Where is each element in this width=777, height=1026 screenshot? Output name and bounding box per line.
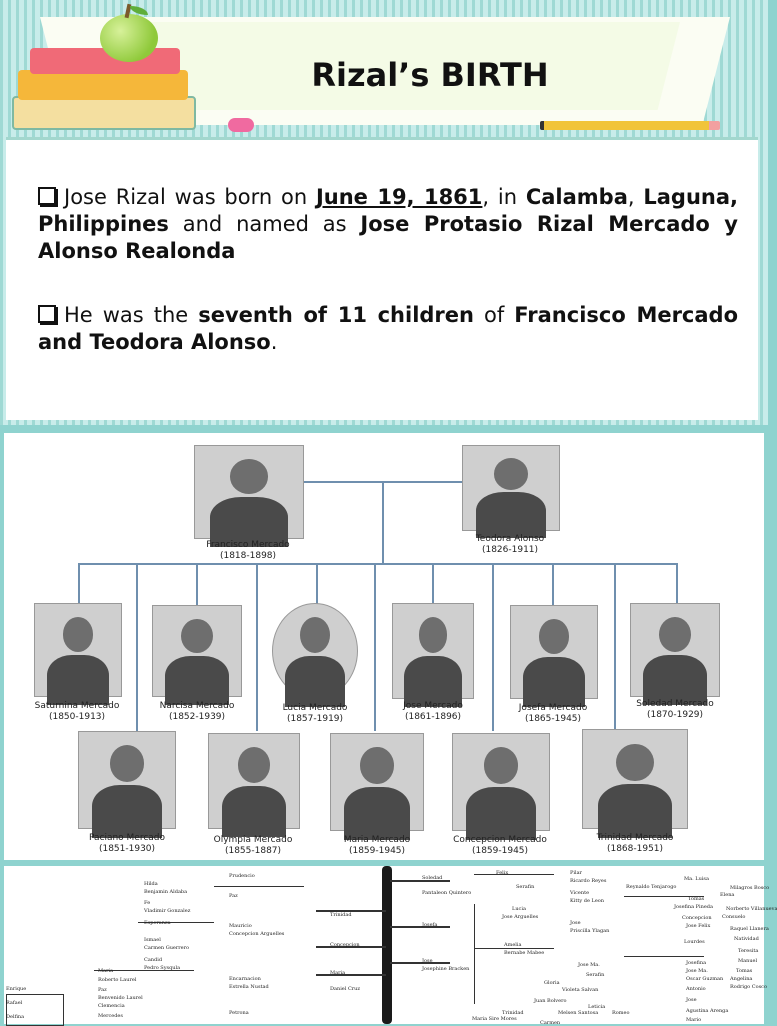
tree-node: Antonio (686, 986, 706, 992)
tree-node: Jose (686, 997, 697, 1003)
tree-node: Melsen Santosa (558, 1010, 599, 1016)
checkbox-bullet-icon (38, 187, 56, 205)
tree-node: Paz (229, 893, 238, 899)
tree-node: Mercedes (98, 1013, 123, 1019)
child-photo (582, 729, 688, 829)
bullet-text: and named as (168, 212, 361, 236)
tree-node: Josefa (422, 922, 438, 928)
tree-node: Rodrigo Cosco (730, 984, 767, 990)
tree-node: Lucia (512, 906, 526, 912)
child-caption (432, 835, 568, 857)
tree-branch-line (6, 994, 64, 1026)
tree-node: Pilar (570, 870, 582, 876)
child-years: (1870-1929) (646, 710, 704, 720)
tree-node: Tomas (736, 968, 753, 974)
tree-node: Jose Ma. (686, 968, 708, 974)
parent-photo-francisco (194, 445, 304, 539)
connector-line (676, 563, 678, 607)
tree-node: Mario (686, 1017, 702, 1023)
tree-node: Hilda (144, 881, 158, 887)
tree-node: Vicente (570, 890, 590, 896)
tree-node: Jose (422, 958, 433, 964)
child-photo (330, 733, 424, 831)
tree-node: Clemencia (98, 1003, 125, 1009)
child-years: (1861-1896) (404, 712, 462, 722)
tree-node: Leticia (588, 1004, 606, 1010)
tree-node: Daniel Cruz (330, 986, 361, 992)
child-caption (134, 701, 260, 723)
child-photo (152, 605, 242, 697)
tree-node: Josephine Bracken (422, 966, 470, 972)
birth-town: Calamba (525, 185, 628, 209)
tree-node: Raquel Llanera (730, 926, 769, 932)
apple-icon (100, 14, 158, 62)
child-photo (510, 605, 598, 699)
bullet-birth (38, 184, 738, 265)
parent-photo-teodora (462, 445, 560, 531)
child-caption (490, 703, 616, 725)
tree-node: Reynaldo Tenjarogo (626, 884, 677, 890)
slide-family-tree (4, 866, 777, 1026)
bullet-text: . (270, 330, 278, 354)
child-name: Josefa Mercado (518, 703, 588, 713)
pencil-icon (540, 121, 720, 130)
tree-node: Norberto Villanueva (726, 906, 777, 912)
slide-title: Rizal’s BIRTH (311, 56, 549, 94)
child-photo (272, 603, 358, 699)
tree-node: Esperanza (144, 920, 171, 926)
tree-node: Ma. Luisa (684, 876, 709, 882)
bullet-family (38, 302, 738, 356)
tree-branch-line (390, 962, 450, 964)
tree-node: Lourdes (684, 939, 705, 945)
parents-names: Francisco Mercado and Teodora Alonso (38, 303, 739, 354)
tree-node: Maria (330, 970, 346, 976)
bullet-text: He was the (64, 303, 199, 327)
connector-line (196, 563, 198, 607)
tree-node: Jose (570, 920, 581, 926)
child-photo (78, 731, 176, 829)
tree-node: Oscar Guzman (686, 976, 724, 982)
child-caption (572, 833, 698, 855)
child-years: (1855-1887) (224, 846, 282, 856)
bullet-text: , in (482, 185, 526, 209)
tree-node: Fe (144, 900, 151, 906)
tree-node: Enrique (6, 986, 27, 992)
tree-node: Romeo (612, 1010, 630, 1016)
tree-node: Trinidad (330, 912, 352, 918)
tree-node: Jose Ma. (578, 962, 600, 968)
tree-node: Estrella Nustad (229, 984, 269, 990)
child-caption (14, 701, 140, 723)
connector-line (304, 481, 464, 483)
parent-caption (436, 534, 584, 556)
child-years: (1850-1913) (48, 712, 106, 722)
child-photo (452, 733, 550, 831)
child-photo (392, 603, 474, 699)
parent-name: Francisco Mercado (206, 540, 290, 550)
child-years: (1868-1951) (606, 844, 664, 854)
tree-node: Angelina (730, 976, 753, 982)
connector-line (78, 563, 678, 565)
tree-node: Consuelo (722, 914, 746, 920)
tree-trunk (382, 866, 392, 1024)
child-name: Paciano Mercado (88, 833, 166, 843)
child-years: (1857-1919) (286, 714, 344, 724)
tree-node: Pantaleon Quintero (422, 890, 472, 896)
tree-node: Felix (496, 870, 509, 876)
tree-node: Concepcion Arguelles (229, 931, 285, 937)
tree-node: Pedro Sysqula (144, 965, 181, 971)
bullet-text: Jose Rizal was born on (64, 185, 316, 209)
child-name: Narcisa Mercado (159, 701, 235, 711)
tree-node: Encarnacion (229, 976, 261, 982)
tree-node: Serafin (586, 972, 605, 978)
full-name: Jose Protasio Rizal Mercado y Alonso Realonda (38, 212, 738, 263)
candy-icon (228, 118, 254, 132)
parent-years: (1818-1898) (219, 551, 277, 561)
child-caption (64, 833, 190, 855)
parent-years: (1826-1911) (481, 545, 539, 555)
child-years: (1865-1945) (524, 714, 582, 724)
book-icon-bottom (12, 96, 196, 130)
tree-node: Candid (144, 957, 163, 963)
tree-branch-line (316, 974, 386, 976)
tree-node: Rafael (6, 1000, 23, 1006)
tree-node: Carmen (540, 1020, 561, 1026)
child-caption (370, 701, 496, 723)
child-years: (1859-1945) (348, 846, 406, 856)
birth-province: Laguna, Philippines (38, 185, 739, 236)
tree-node: Carmen Guerrero (144, 945, 190, 951)
book-icon-middle (18, 70, 188, 100)
child-years: (1852-1939) (168, 712, 226, 722)
child-name: Lucia Mercado (282, 703, 348, 713)
tree-node: Paz (98, 987, 107, 993)
bullet-text: , (627, 185, 644, 209)
birth-date: June 19, 1861 (315, 185, 483, 209)
bullet-text: of (473, 303, 515, 327)
tree-branch-line (390, 926, 450, 928)
tree-node: Amelia (504, 942, 522, 948)
checkbox-bullet-icon (38, 305, 56, 323)
tree-branch-line (474, 948, 554, 949)
child-photo (630, 603, 720, 697)
tree-node: Ismael (144, 937, 161, 943)
child-name: Saturnina Mercado (34, 701, 120, 711)
tree-node: Manuel (738, 958, 758, 964)
tree-node: Soledad (422, 875, 443, 881)
tree-node: Maria Sire Mores (472, 1016, 517, 1022)
tree-node: Agustina Arenga (686, 1008, 729, 1014)
tree-node: Benjamin Aldaba (144, 889, 188, 895)
tree-node: Serafin (516, 884, 535, 890)
child-name: Trinidad Mercado (596, 833, 674, 843)
connector-line (382, 481, 384, 563)
child-name: Soledad Mercado (636, 699, 714, 709)
child-name: Olympia Mercado (213, 835, 293, 845)
child-photo (34, 603, 122, 697)
birth-rank: seventh of 11 children (198, 303, 474, 327)
child-photo (208, 733, 300, 829)
tree-node: Teresita (738, 948, 759, 954)
tree-node: Benvenido Laurel (98, 995, 143, 1001)
tree-node: Juan Bolvero (534, 998, 567, 1004)
tree-node: Bernabe Mabee (504, 950, 545, 956)
connector-line (78, 563, 80, 607)
parent-name: Teodora Alonso (475, 534, 545, 544)
tree-node: Trinidad (502, 1010, 524, 1016)
tree-branch-line (474, 874, 554, 875)
tree-node: Roberto Laurel (98, 977, 137, 983)
child-caption (252, 703, 378, 725)
tree-node: Kitty de Leon (570, 898, 605, 904)
tree-node: Josefina Pineda (674, 904, 713, 910)
child-name: Maria Mercado (343, 835, 411, 845)
tree-node: Vladimir Gonzalez (144, 908, 191, 914)
child-caption (190, 835, 316, 857)
tree-node: Ricardo Reyes (570, 878, 607, 884)
tree-node: Prudencio (229, 873, 255, 879)
tree-node: Petrona (229, 1010, 249, 1016)
tree-node: Delfina (6, 1014, 25, 1020)
tree-node: Violeta Salvan (562, 987, 599, 993)
tree-branch-line (214, 886, 304, 887)
tree-node: Maria (98, 968, 114, 974)
tree-node: Priscilla Ylagan (570, 928, 610, 934)
tree-node: Natividad (734, 936, 759, 942)
child-caption (314, 835, 440, 857)
connector-line (432, 563, 434, 607)
tree-node: Gloria (544, 980, 560, 986)
tree-node: Concepcion (682, 915, 712, 921)
child-years: (1859-1945) (471, 846, 529, 856)
child-years: (1851-1930) (98, 844, 156, 854)
slide-family-photos (4, 433, 764, 860)
tree-node: Elena (720, 892, 735, 898)
connector-line (316, 563, 318, 607)
child-name: Concepcion Mercado (453, 835, 547, 845)
tree-node: Tomas (688, 896, 705, 902)
tree-branch-line (624, 956, 704, 957)
child-name: Jose Mercado (403, 701, 463, 711)
parent-caption (174, 540, 322, 562)
connector-line (552, 563, 554, 607)
tree-node: Mauricio (229, 923, 252, 929)
tree-node: Concepcion (330, 942, 360, 948)
tree-branch-line (474, 904, 475, 1004)
tree-node: Josefina (686, 960, 707, 966)
tree-node: Milagros Bosco (730, 885, 770, 891)
tree-node: Jose Felix (686, 923, 711, 929)
child-caption (612, 699, 738, 721)
tree-node: Jose Arguelles (502, 914, 539, 920)
content-box (6, 137, 758, 420)
